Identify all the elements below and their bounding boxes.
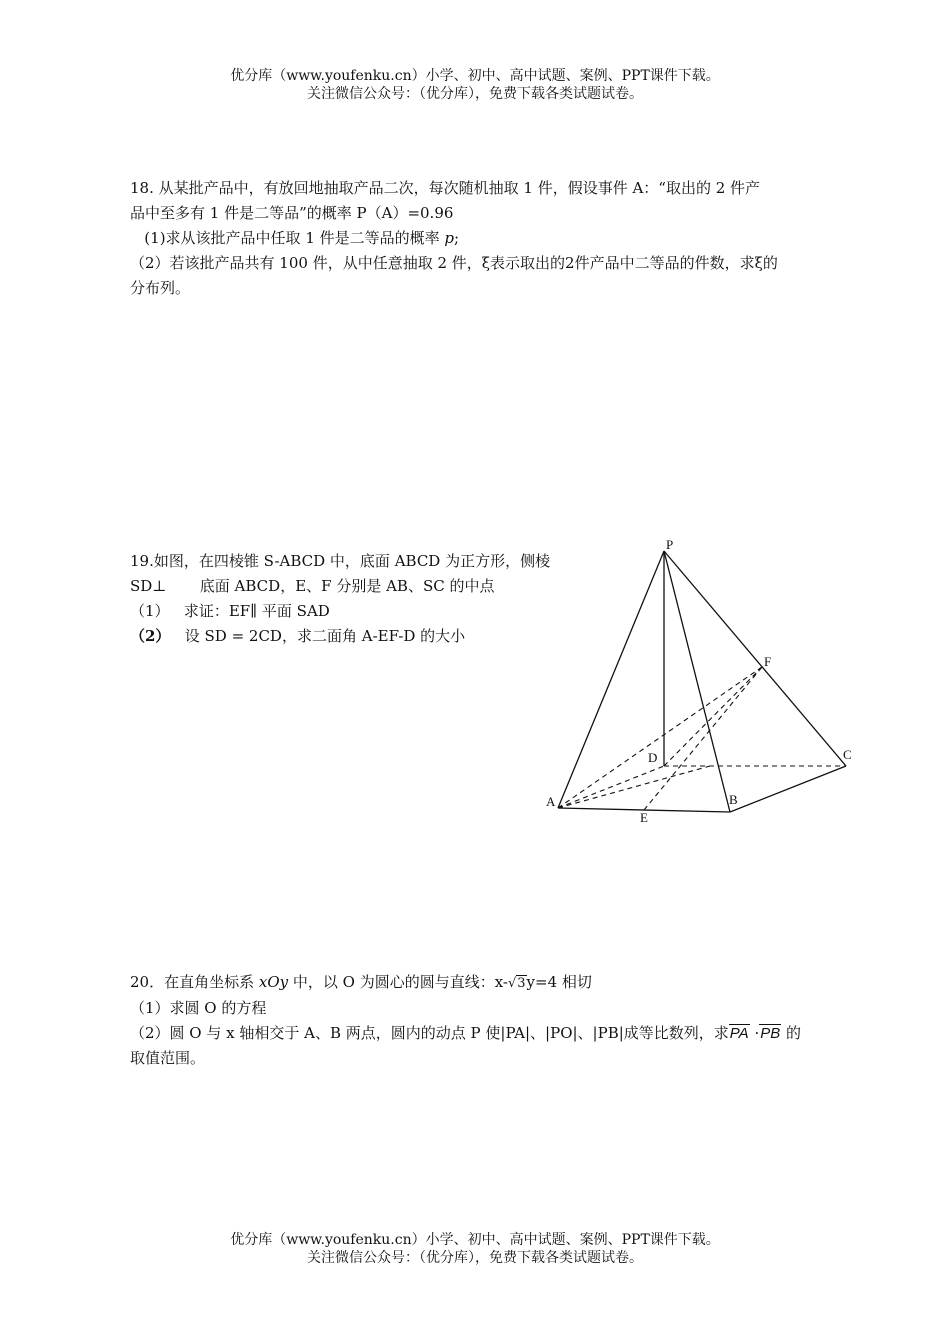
edge-PA	[558, 551, 664, 808]
label-F: F	[764, 654, 772, 669]
q19-line-2: SD⊥ 底面 ABCD，E、F 分别是 AB、SC 的中点	[130, 577, 495, 595]
label-E: E	[640, 810, 648, 825]
pyramid-figure	[535, 535, 865, 835]
label-A: A	[546, 794, 556, 809]
q20-line-2: （1）求圆 O 的方程	[130, 999, 267, 1017]
q20-line-3: （2）圆 O 与 x 轴相交于 A、B 两点，圆内的动点 P 使|PA|、|PO|、|PB|成等比数列，求PA ·PB 的	[130, 1024, 802, 1042]
header-line-2: 关注微信公众号：（优分库），免费下载各类试题试卷。	[307, 86, 643, 102]
edge-A-mid	[558, 766, 710, 808]
q19-line-1: 19.如图，在四棱锥 S-ABCD 中，底面 ABCD 为正方形，侧棱	[130, 552, 551, 570]
edge-AF	[558, 667, 762, 808]
q19-line-3: （1） 求证：EF∥ 平面 SAD	[130, 602, 330, 620]
footer-line-2: 关注微信公众号：（优分库），免费下载各类试题试卷。	[307, 1250, 643, 1266]
q18-line-4: （2）若该批产品共有 100 件，从中任意抽取 2 件，ξ表示取出的2件产品中二等品的件数，求ξ的	[130, 254, 778, 272]
edge-DF	[664, 667, 762, 766]
label-D: D	[648, 750, 658, 765]
header-line-1: 优分库（www.youfenku.cn）小学、初中、高中试题、案例、PPT课件下载。	[230, 68, 720, 84]
question-20	[130, 970, 801, 1071]
vector-PA: PA	[729, 1025, 749, 1042]
q20-line-4: 取值范围。	[130, 1049, 206, 1067]
question-19	[130, 549, 550, 649]
q18-line-2: 品中至多有 1 件是二等品”的概率 P（A）=0.96	[130, 204, 454, 222]
q18-line-3: (1)求从该批产品中任取 1 件是二等品的概率 p;	[130, 229, 460, 247]
question-18	[130, 176, 778, 301]
edge-BC	[730, 766, 846, 812]
q18-line-1: 18. 从某批产品中，有放回地抽取产品二次，每次随机抽取 1 件，假设事件 A：“取出的 2 件产	[130, 179, 761, 197]
q18-line-5: 分布列。	[130, 279, 191, 297]
label-P: P	[666, 537, 674, 552]
sqrt-symbol: √3	[507, 976, 526, 991]
edge-EF	[644, 667, 762, 810]
footer-line-1: 优分库（www.youfenku.cn）小学、初中、高中试题、案例、PPT课件下载。	[230, 1232, 720, 1248]
edge-AD	[558, 766, 664, 808]
label-C: C	[843, 747, 852, 762]
vector-PB: PB	[760, 1025, 781, 1042]
label-B: B	[729, 792, 738, 807]
q19-line-4: （2） 设 SD = 2CD，求二面角 A-EF-D 的大小	[130, 627, 466, 645]
q20-line-1: 20．在直角坐标系 xOy 中，以 O 为圆心的圆与直线：x-√3y=4 相切	[130, 970, 801, 996]
